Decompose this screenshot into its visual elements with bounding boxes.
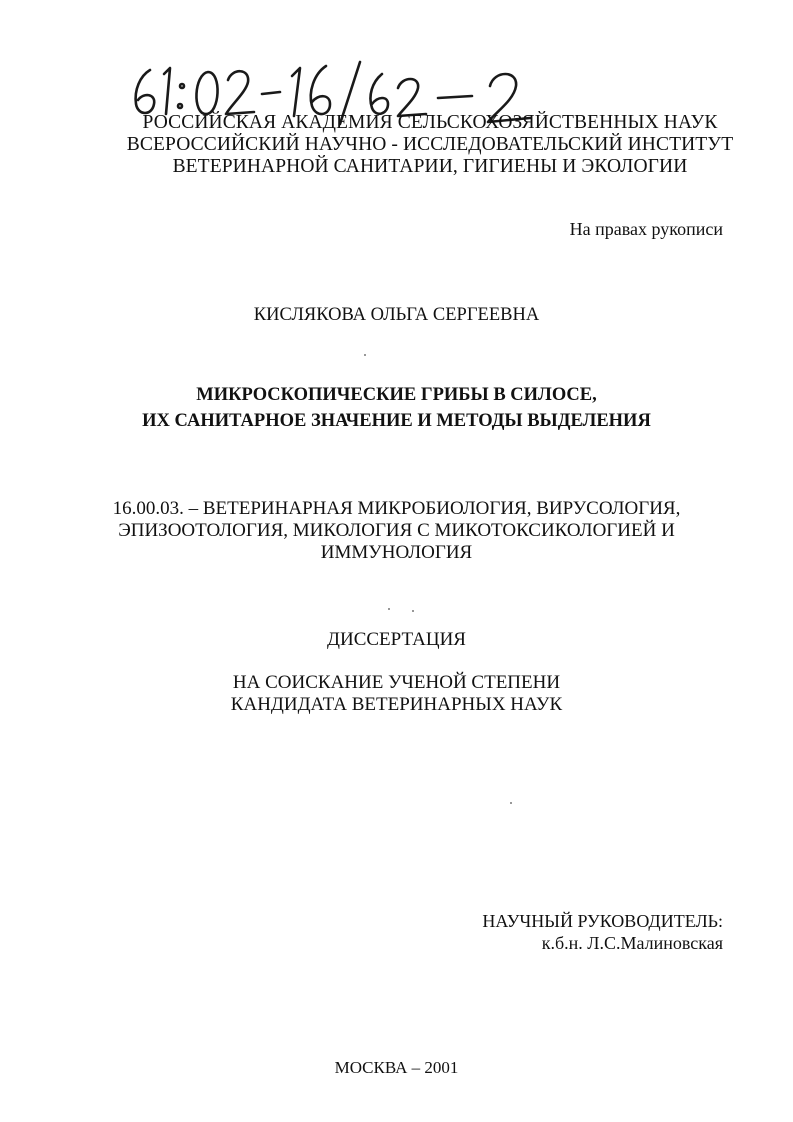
city-year: МОСКВА – 2001 <box>334 1058 459 1077</box>
degree-line-2: КАНДИДАТА ВЕТЕРИНАРНЫХ НАУК <box>230 694 563 715</box>
specialty-line-3: ИММУНОЛОГИЯ <box>320 542 473 563</box>
supervisor-name: к.б.н. Л.С.Малиновская <box>541 933 723 953</box>
organization-line-1: РОССИЙСКАЯ АКАДЕМИЯ СЕЛЬСКОХОЗЯЙСТВЕННЫХ НАУК <box>142 112 718 133</box>
title-line-2: ИХ САНИТАРНОЕ ЗНАЧЕНИЕ И МЕТОДЫ ВЫДЕЛЕНИЯ <box>142 411 651 431</box>
specialty-line-1: 16.00.03. – ВЕТЕРИНАРНАЯ МИКРОБИОЛОГИЯ, ВИРУСОЛОГИЯ, <box>112 498 681 519</box>
title-line-1: МИКРОСКОПИЧЕСКИЕ ГРИБЫ В СИЛОСЕ, <box>196 385 597 405</box>
organization-line-2: ВСЕРОССИЙСКИЙ НАУЧНО - ИССЛЕДОВАТЕЛЬСКИЙ ИНСТИТУТ <box>126 134 734 155</box>
scan-speck <box>412 610 414 612</box>
supervisor-label: НАУЧНЫЙ РУКОВОДИТЕЛЬ: <box>482 911 723 931</box>
author-name: КИСЛЯКОВА ОЛЬГА СЕРГЕЕВНА <box>253 305 540 325</box>
scan-speck <box>388 608 390 610</box>
specialty-line-2: ЭПИЗООТОЛОГИЯ, МИКОЛОГИЯ С МИКОТОКСИКОЛОГИЕЙ И <box>118 520 675 541</box>
document-type: ДИССЕРТАЦИЯ <box>327 629 466 650</box>
degree-line-1: НА СОИСКАНИЕ УЧЕНОЙ СТЕПЕНИ <box>232 672 561 693</box>
scan-speck <box>510 802 512 804</box>
rights-note: На правах рукописи <box>569 219 723 239</box>
organization-line-3: ВЕТЕРИНАРНОЙ САНИТАРИИ, ГИГИЕНЫ И ЭКОЛОГИИ <box>172 156 688 177</box>
scan-speck <box>364 354 366 356</box>
